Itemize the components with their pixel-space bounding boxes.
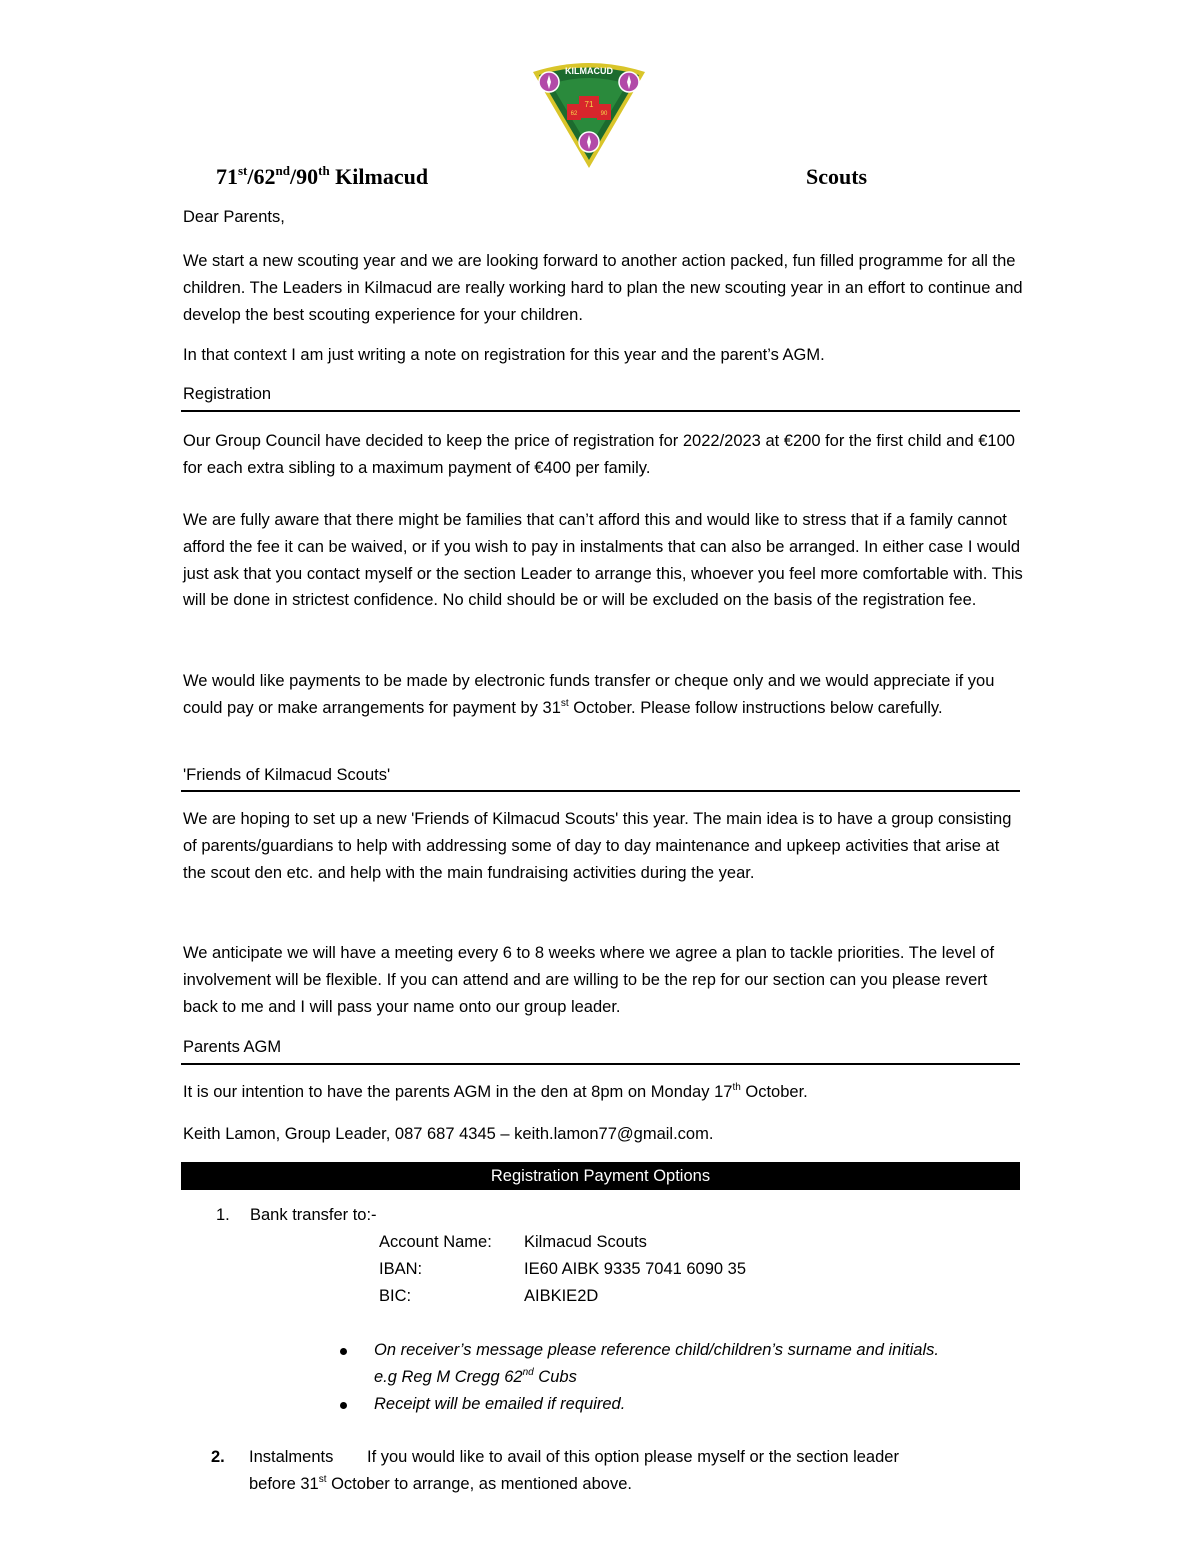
registration-price: Our Group Council have decided to keep the price of registration for 2022/2023 at €200 for the first child and €100 for each extra sibling to a maximum payment of €400 per family.: [183, 432, 1015, 477]
item1-number: 1.: [216, 1206, 230, 1224]
scout-group-logo: [527, 60, 651, 172]
logo-number-90: 90: [600, 111, 608, 117]
bullet-receipt: Receipt will be emailed if required.: [374, 1395, 626, 1413]
friends-meeting: We anticipate we will have a meeting every 6 to 8 weeks where we agree a plan to tackle priorities. The level of involvement will be flexible. If you can attend and are willing to be the rep for our section can you please revert back to me and I will pass your name onto our group leader.: [183, 944, 995, 1016]
registration-heading: Registration: [183, 385, 272, 403]
iban-value: IE60 AIBK 9335 7041 6090 35: [524, 1260, 747, 1278]
item1-label: Bank transfer to:-: [250, 1206, 377, 1224]
bullet-icon: [338, 1400, 348, 1410]
bic-label: BIC:: [379, 1287, 412, 1305]
item2-number: 2.: [211, 1448, 225, 1466]
payment-options-bar: Registration Payment Options: [181, 1162, 1020, 1190]
item2-text-line2: before 31st October to arrange, as mentioned above.: [249, 1474, 632, 1493]
greeting: Dear Parents,: [183, 208, 285, 226]
group-title-scouts: Scouts: [806, 164, 868, 189]
friends-heading: 'Friends of Kilmacud Scouts': [183, 766, 391, 784]
logo-number-71: 71: [584, 100, 594, 109]
contact-line: Keith Lamon, Group Leader, 087 687 4345 – keith.lamon77@gmail.com.: [183, 1125, 714, 1143]
account-name-label: Account Name:: [379, 1233, 492, 1251]
account-name-value: Kilmacud Scouts: [524, 1233, 647, 1251]
bullet-reference: On receiver’s message please reference child/children’s surname and initials.: [374, 1341, 939, 1359]
item2-label: Instalments: [249, 1448, 334, 1466]
item2-text: If you would like to avail of this option please myself or the section leader: [367, 1448, 899, 1466]
friends-paragraph: We are hoping to set up a new 'Friends of Kilmacud Scouts' this year. The main idea is to have a group consisting of parents/guardians to help with addressing some of day to day maintenance and upkeep activities that arise at the scout den etc. and help with the main fundraising activities during the year.: [183, 810, 1012, 882]
agm-divider: [181, 1063, 1020, 1065]
group-title: 71st/62nd/90th Kilmacud: [216, 163, 429, 189]
intro-context: In that context I am just writing a note on registration for this year and the parent’s AGM.: [183, 346, 825, 364]
intro-paragraph: We start a new scouting year and we are looking forward to another action packed, fun filled programme for all the children. The Leaders in Kilmacud are really working hard to plan the new scouting year in an effort to continue and develop the best scouting experience for your children.: [183, 252, 1023, 324]
registration-divider: [181, 410, 1020, 412]
agm-heading: Parents AGM: [183, 1038, 282, 1056]
iban-label: IBAN:: [379, 1260, 423, 1278]
bullet-reference-example: e.g Reg M Cregg 62nd Cubs: [374, 1367, 577, 1386]
agm-date: It is our intention to have the parents AGM in the den at 8pm on Monday 17th October.: [183, 1082, 808, 1101]
logo-name-text: KILMACUD: [565, 66, 613, 76]
registration-waiver: We are fully aware that there might be families that can’t afford this and would like to stress that if a family cannot afford the fee it can be waived, or if you wish to pay in instalments that can also be arranged. In either case I would just ask that you contact myself or the section Leader to arrange this, whoever you feel more comfortable with. This will be done in strictest confidence. No child should be or will be excluded on the basis of the registration fee.: [183, 511, 1023, 610]
bullet-icon: [338, 1346, 348, 1356]
registration-payment-method: We would like payments to be made by electronic funds transfer or cheque only and we would appreciate if you could pay or make arrangements for payment by 31st October. Please follow instructions below carefully.: [183, 672, 995, 717]
logo-number-62: 62: [570, 111, 578, 117]
bic-value: AIBKIE2D: [524, 1287, 599, 1305]
friends-divider: [181, 790, 1020, 792]
